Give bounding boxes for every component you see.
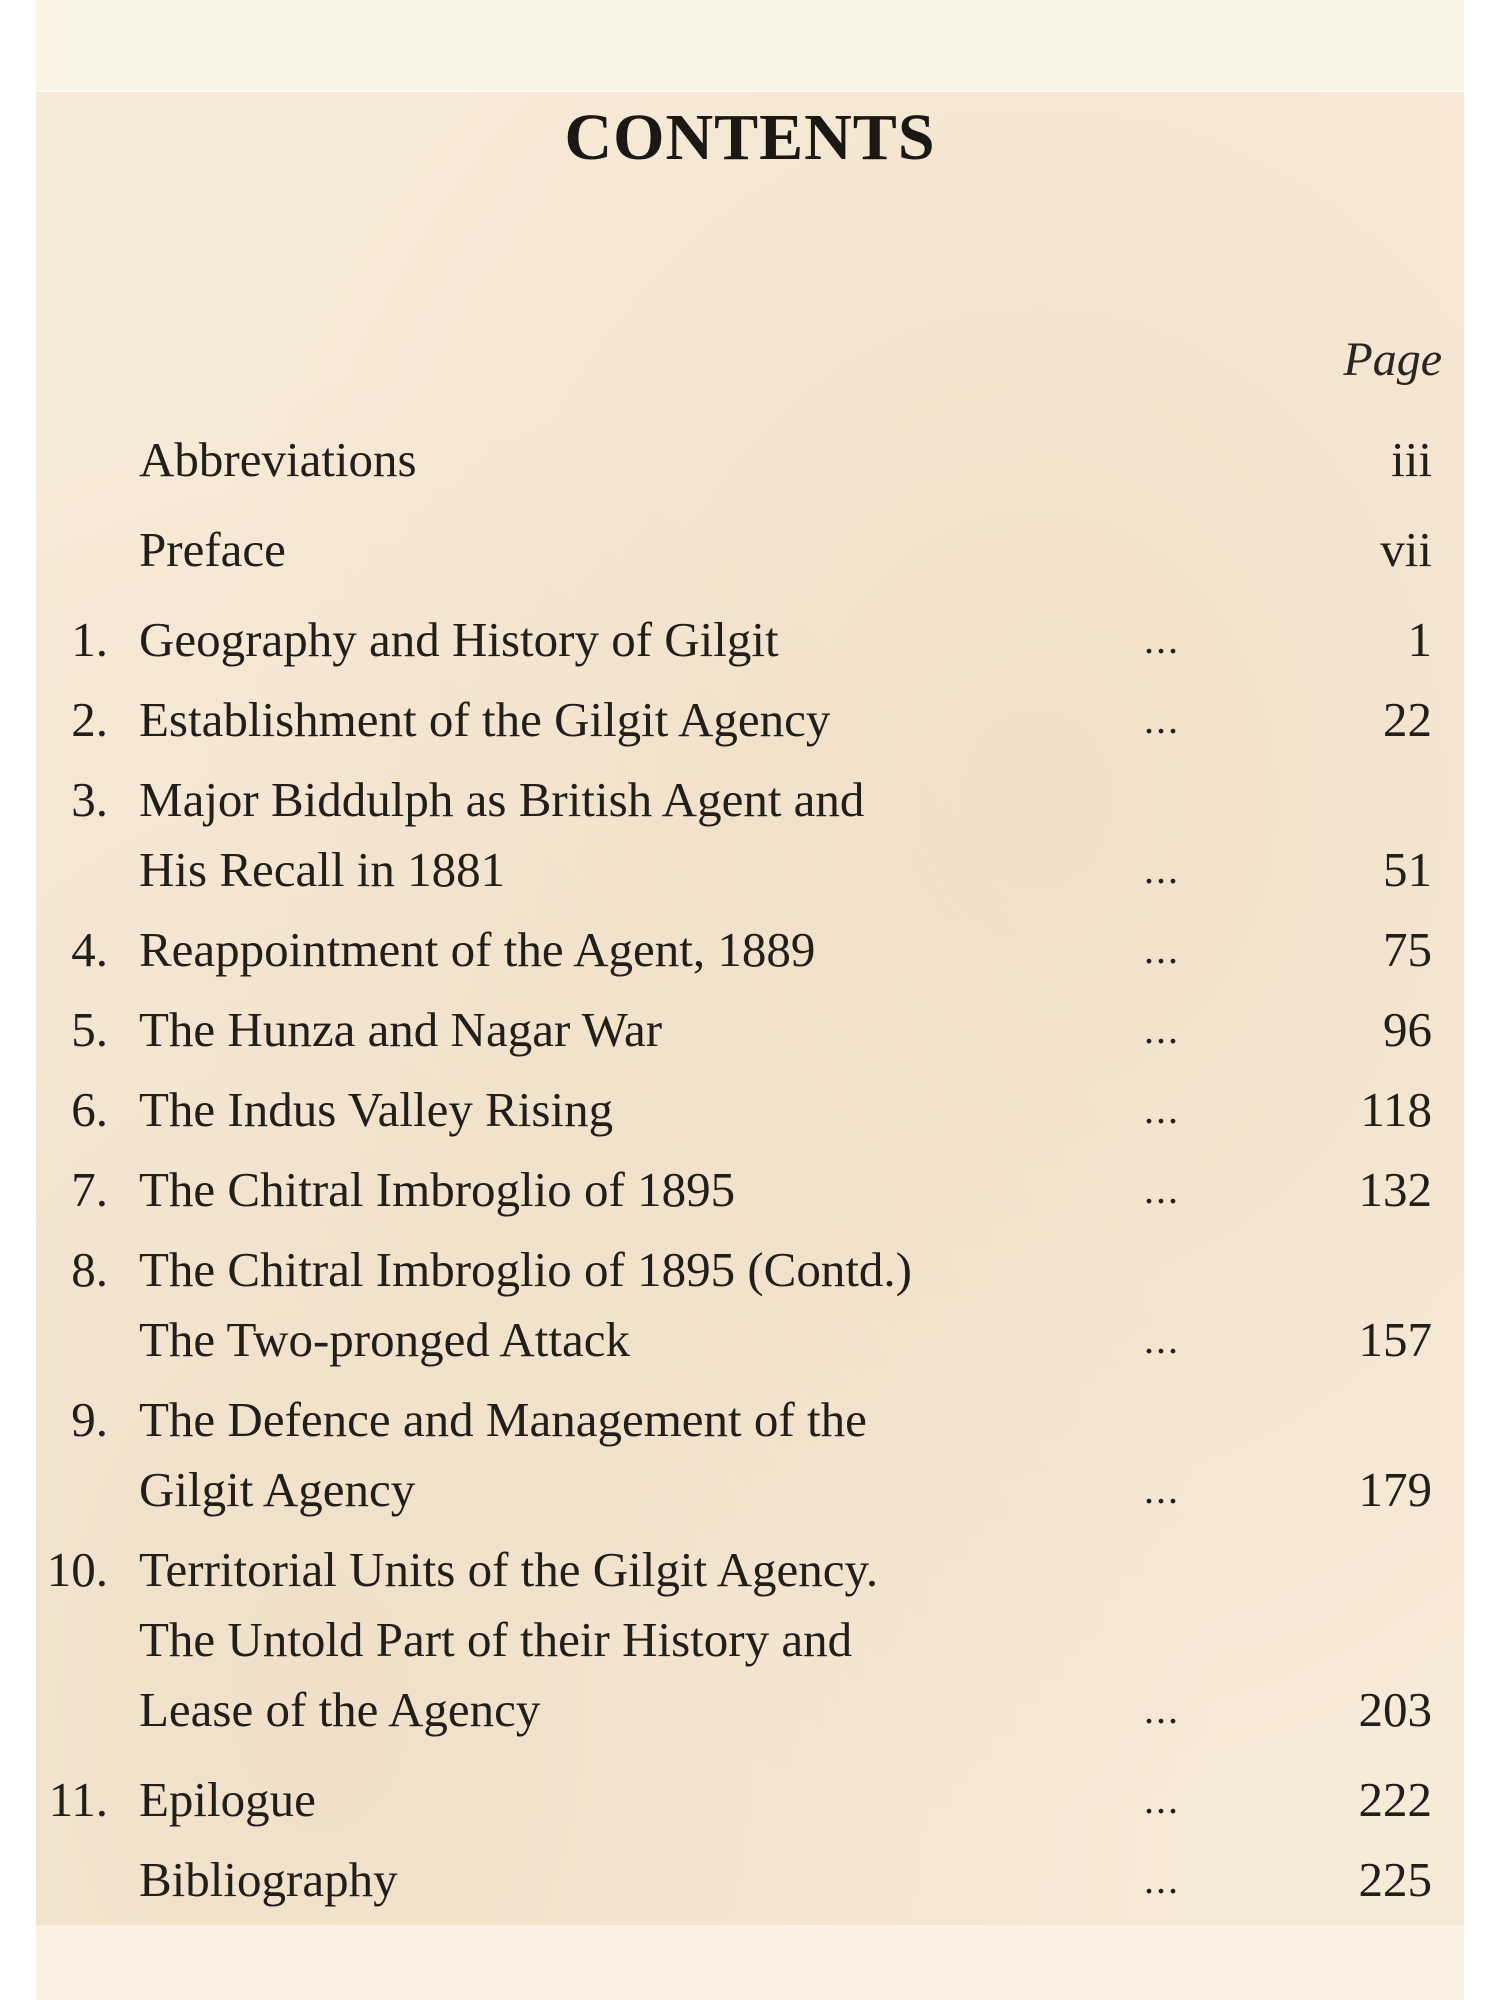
chapter-title: [139, 770, 864, 910]
chapter-number: 2.: [71, 692, 108, 747]
chapter-title: [139, 920, 815, 990]
page-bottom-edge: [36, 1925, 1464, 2000]
dot-leader: ...: [1144, 1687, 1180, 1732]
page-number: 203: [1358, 1682, 1432, 1737]
dot-leader: ...: [1144, 1317, 1180, 1362]
chapter-title-line: His Recall in 1881: [139, 842, 506, 897]
chapter-number: 10.: [46, 1542, 108, 1597]
chapter-title: [139, 430, 417, 500]
dot-leader: ...: [1144, 697, 1180, 742]
page-number: 179: [1358, 1462, 1432, 1517]
chapter-title: [139, 1540, 878, 1750]
chapter-title-line: Major Biddulph as British Agent and: [139, 772, 865, 827]
page-number: vii: [1380, 522, 1432, 577]
chapter-title: [139, 1160, 735, 1230]
chapter-title-line: The Two-pronged Attack: [139, 1312, 630, 1367]
chapter-title: [139, 1390, 867, 1530]
chapter-number: 3.: [71, 772, 108, 827]
chapter-title-line: Bibliography: [139, 1852, 398, 1907]
chapter-title: [139, 1080, 613, 1150]
page-top-edge: [36, 0, 1464, 92]
chapter-title: [139, 1240, 912, 1380]
chapter-title-line: Gilgit Agency: [139, 1462, 416, 1517]
chapter-title-line: Epilogue: [139, 1772, 316, 1827]
dot-leader: ...: [1144, 617, 1180, 662]
chapter-title-line: The Hunza and Nagar War: [139, 1002, 663, 1057]
dot-leader: ...: [1144, 1007, 1180, 1052]
dot-leader: ...: [1144, 1087, 1180, 1132]
page-number: 157: [1358, 1312, 1432, 1367]
chapter-title-line: Preface: [139, 522, 286, 577]
chapter-title-line: The Indus Valley Rising: [139, 1082, 614, 1137]
chapter-title-line: The Untold Part of their History and: [139, 1612, 853, 1667]
chapter-title-line: Geography and History of Gilgit: [139, 612, 779, 667]
chapter-title-line: Abbreviations: [139, 432, 417, 487]
chapter-title-line: Territorial Units of the Gilgit Agency.: [139, 1542, 879, 1597]
page-number: 22: [1383, 692, 1432, 747]
dot-leader: ...: [1144, 1857, 1180, 1902]
chapter-number: 8.: [71, 1242, 108, 1297]
chapter-title-line: Reappointment of the Agent, 1889: [139, 922, 816, 977]
chapter-title: [139, 1850, 398, 1920]
chapter-title: [139, 1000, 662, 1070]
chapter-title-line: Establishment of the Gilgit Agency: [139, 692, 831, 747]
chapter-title-line: The Chitral Imbroglio of 1895: [139, 1162, 736, 1217]
chapter-number: 1.: [71, 612, 108, 667]
page-number: iii: [1391, 432, 1432, 487]
chapter-title-line: The Defence and Management of the: [139, 1392, 867, 1447]
page-number: 225: [1358, 1852, 1432, 1907]
chapter-number: 6.: [71, 1082, 108, 1137]
chapter-number: 4.: [71, 922, 108, 977]
chapter-title: [139, 690, 830, 760]
chapter-number: 9.: [71, 1392, 108, 1447]
dot-leader: ...: [1144, 847, 1180, 892]
page-number: 222: [1358, 1772, 1432, 1827]
page-number: 96: [1383, 1002, 1432, 1057]
chapter-title-line: Lease of the Agency: [139, 1682, 541, 1737]
dot-leader: ...: [1144, 1167, 1180, 1212]
page-number: 118: [1360, 1082, 1432, 1137]
dot-leader: ...: [1144, 927, 1180, 972]
page-number: 51: [1383, 842, 1432, 897]
book-page: [36, 0, 1464, 2000]
dot-leader: ...: [1144, 1467, 1180, 1512]
chapter-title: [139, 610, 779, 680]
chapter-number: 11.: [48, 1772, 108, 1827]
chapter-title-line: The Chitral Imbroglio of 1895 (Contd.): [139, 1242, 912, 1297]
page-column-heading: Page: [1343, 333, 1442, 386]
chapter-title: [139, 520, 286, 590]
chapter-number: 5.: [71, 1002, 108, 1057]
page-number: 75: [1383, 922, 1432, 977]
page-number: 1: [1407, 612, 1432, 667]
chapter-title: [139, 1770, 316, 1840]
page-number: 132: [1358, 1162, 1432, 1217]
chapter-number: 7.: [71, 1162, 108, 1217]
dot-leader: ...: [1144, 1777, 1180, 1822]
page-title: CONTENTS: [564, 101, 936, 174]
